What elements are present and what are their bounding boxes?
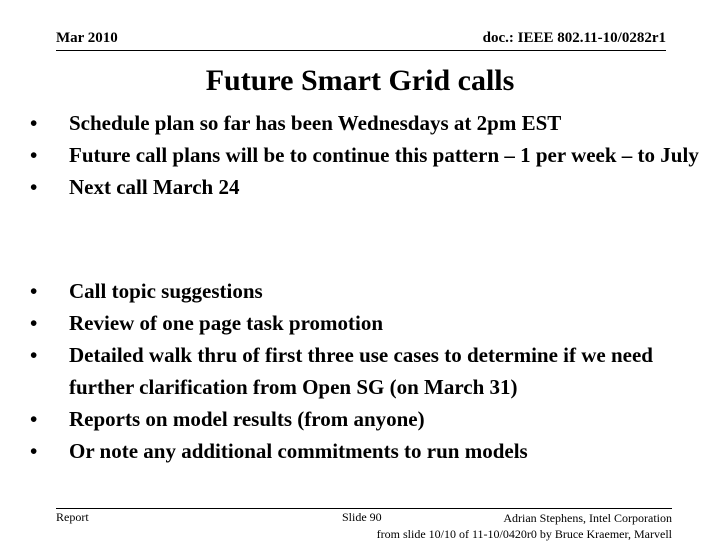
bullet-item	[30, 275, 710, 307]
bullet-item	[30, 339, 710, 403]
bullet-item	[30, 171, 710, 203]
header-doc-id: doc.: IEEE 802.11-10/0282r1	[482, 30, 666, 46]
bullet-icon: •	[30, 175, 38, 199]
bullet-icon: •	[30, 439, 38, 463]
bullet-icon: •	[30, 143, 38, 167]
bullet-text: Call topic suggestions	[69, 279, 263, 303]
bullet-item	[30, 403, 710, 435]
bullet-list-topics	[30, 275, 710, 467]
bullet-text: Detailed walk thru of first three use cases to determine if we need further clarification from Open SG (on March 31)	[69, 343, 653, 399]
bullet-icon: •	[30, 407, 38, 431]
bullet-list-schedule	[30, 107, 710, 203]
bullet-text: Reports on model results (from anyone)	[69, 407, 425, 431]
header-divider	[56, 50, 666, 51]
bullet-item	[30, 307, 710, 339]
bullet-icon: •	[30, 111, 38, 135]
bullet-text: Schedule plan so far has been Wednesdays at 2pm EST	[69, 111, 562, 135]
footer-author: Adrian Stephens, Intel Corporation	[503, 511, 672, 525]
footer-divider	[56, 508, 672, 509]
bullet-icon: •	[30, 343, 38, 367]
footer-attribution	[377, 510, 672, 542]
bullet-text: Future call plans will be to continue this pattern – 1 per week – to July	[69, 143, 699, 167]
header-date: Mar 2010	[56, 30, 118, 46]
slide-title: Future Smart Grid calls	[205, 64, 515, 97]
footer-slide-number: Slide 90	[342, 510, 382, 524]
bullet-icon: •	[30, 279, 38, 303]
bullet-text: Review of one page task promotion	[69, 311, 384, 335]
footer-label: Report	[56, 510, 89, 524]
bullet-item	[30, 435, 710, 467]
bullet-item	[30, 107, 710, 139]
bullet-text: Next call March 24	[69, 175, 240, 199]
bullet-text: Or note any additional commitments to run models	[69, 439, 528, 463]
bullet-icon: •	[30, 311, 38, 335]
footer-source: from slide 10/10 of 11-10/0420r0 by Bruce Kraemer, Marvell	[376, 527, 672, 541]
bullet-item	[30, 139, 710, 171]
